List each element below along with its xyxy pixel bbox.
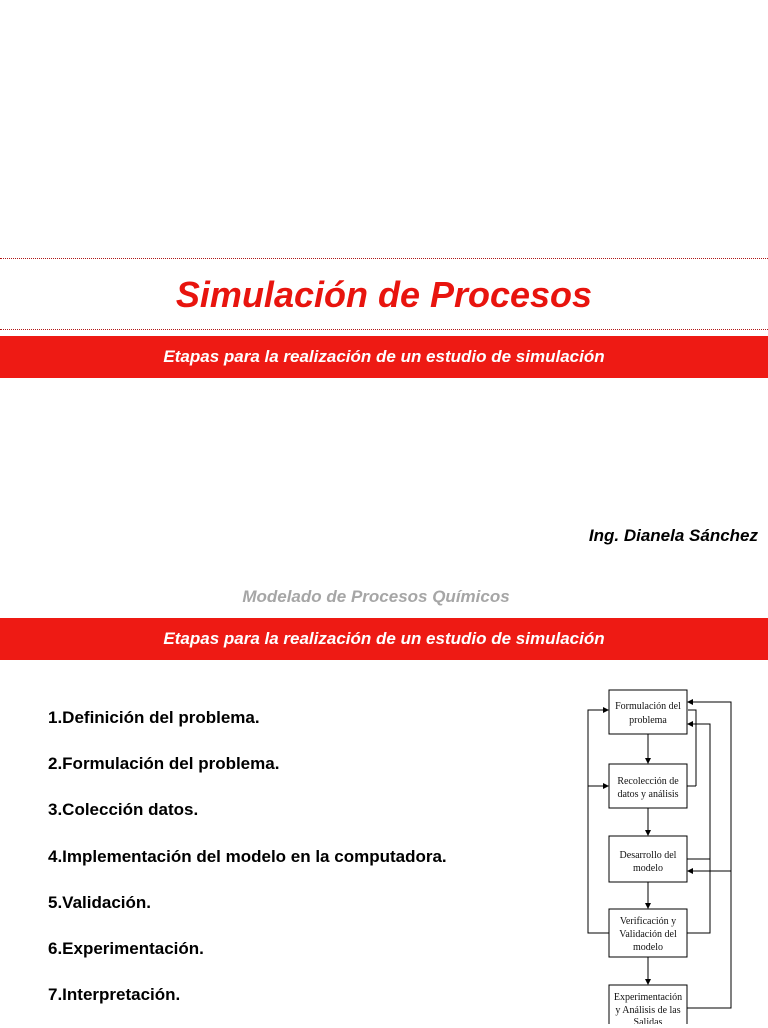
flow-feedback-left (588, 710, 609, 933)
flow-box-1 (609, 690, 687, 734)
flow-box-1-line-2: problema (629, 715, 667, 726)
dotted-rule-top (0, 258, 768, 259)
flow-box-5 (609, 985, 687, 1024)
flow-box-3-line-2: modelo (633, 863, 663, 874)
flow-box-1-line-1: Formulación del (615, 701, 681, 712)
flow-box-4 (609, 909, 687, 957)
dotted-rule-bottom (0, 329, 768, 330)
steps-list (48, 705, 447, 1028)
subtitle-text-2: Etapas para la realización de un estudio de simulación (163, 629, 605, 648)
slide-title: Simulación de Procesos (175, 274, 593, 315)
flowchart (574, 680, 764, 1024)
step-item: 1.Definición del problema. (48, 708, 260, 727)
author-name: Ing. Dianela Sánchez (588, 526, 758, 545)
flow-box-4-line-2: Validación del (619, 929, 677, 940)
step-item: 6.Experimentación. (48, 938, 204, 958)
flow-box-2 (609, 764, 687, 808)
subtitle-band-2 (0, 618, 768, 660)
flow-box-3-line-1: Desarrollo del (619, 850, 677, 861)
flow-box-4-line-1: Verificación y (619, 916, 677, 927)
course-title: Modelado de Procesos Químicos (242, 587, 510, 606)
flow-box-2-line-2: datos y análisis (617, 789, 679, 800)
flow-box-5-line-1: Experimentación (613, 992, 683, 1003)
flow-box-5-line-2: y Análisis de las (615, 1005, 681, 1016)
step-item: 5.Validación. (48, 892, 151, 912)
step-item: 2.Formulación del problema. (48, 754, 280, 774)
flow-box-4-line-3: modelo (633, 942, 663, 953)
flow-box-5-line-3: Salidas (633, 1017, 663, 1024)
subtitle-text: Etapas para la realización de un estudio de simulación (163, 347, 605, 366)
flow-box-2-line-1: Recolección de (617, 776, 679, 787)
step-item: 7.Interpretación. (48, 985, 181, 1005)
step-item: 3.Colección datos. (48, 800, 199, 820)
flow-feedback-right (687, 702, 731, 1008)
step-item: 4.Implementación del modelo en la computadora. (48, 846, 447, 866)
flow-box-3 (609, 836, 687, 882)
subtitle-band (0, 336, 768, 378)
